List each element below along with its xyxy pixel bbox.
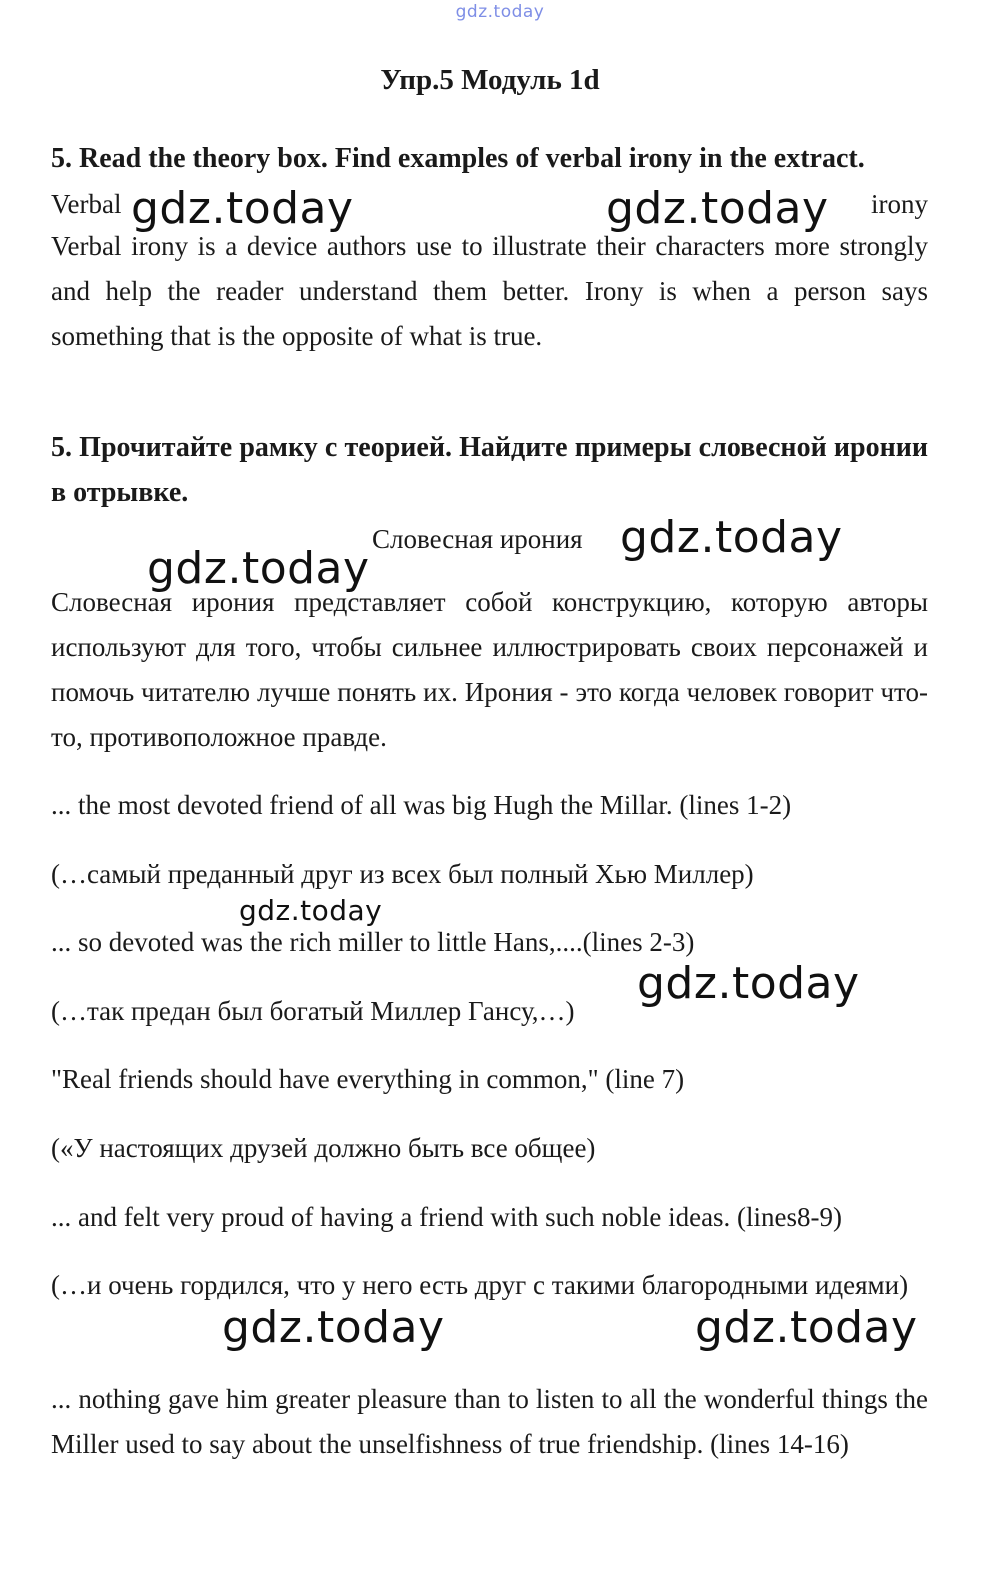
example-en-1: ... the most devoted friend of all was big Hugh the Millar. (lines 1-2) bbox=[51, 790, 792, 820]
example-en-3: "Real friends should have everything in common," (line 7) bbox=[51, 1064, 685, 1094]
watermark: gdz.today bbox=[637, 958, 860, 1009]
theory-title-en-left: Verbal bbox=[51, 189, 122, 219]
watermark: gdz.today bbox=[147, 543, 370, 594]
watermark: gdz.today bbox=[222, 1302, 445, 1353]
watermark: gdz.today bbox=[239, 894, 383, 927]
theory-paragraph-ru: Словесная ирония представляет собой конструкцию, которую авторы используют для того, чтобы сильнее иллюстрировать своих персонажей и помочь читателю лучше понять их. Ирония - это когда человек говорит что-то, противоположное правде. bbox=[51, 587, 928, 752]
site-watermark-top: gdz.today bbox=[455, 2, 545, 22]
example-ru-4: (…и очень гордился, что у него есть друг с такими благородными идеями) bbox=[51, 1270, 909, 1300]
theory-title-en-right: irony bbox=[871, 189, 928, 219]
example-en-5: ... nothing gave him greater pleasure than to listen to all the wonderful things the Miller used to say about the unselfishness of true friendship. (lines 14-16) bbox=[51, 1384, 928, 1459]
example-en-4: ... and felt very proud of having a friend with such noble ideas. (lines8-9) bbox=[51, 1202, 843, 1232]
example-en-2: ... so devoted was the rich miller to little Hans,....(lines 2-3) bbox=[51, 927, 695, 957]
example-ru-1: (…самый преданный друг из всех был полный Хью Миллер) bbox=[51, 859, 754, 889]
example-ru-2: (…так предан был богатый Миллер Гансу,…) bbox=[51, 996, 575, 1026]
watermark: gdz.today bbox=[131, 183, 354, 234]
theory-title-ru: Словесная ирония bbox=[372, 524, 583, 554]
theory-paragraph-en: Verbal irony is a device authors use to illustrate their characters more strongly and help the reader understand them better. Irony is when a person says something that is the opposite of what is true. bbox=[51, 231, 928, 351]
example-ru-3: («У настоящих друзей должно быть все общее) bbox=[51, 1133, 596, 1163]
watermark: gdz.today bbox=[620, 512, 843, 563]
watermark: gdz.today bbox=[606, 183, 829, 234]
task-heading-ru: 5. Прочитайте рамку с теорией. Найдите примеры словесной иронии в отрывке. bbox=[51, 432, 928, 508]
watermark: gdz.today bbox=[695, 1302, 918, 1353]
page-title: Упр.5 Модуль 1d bbox=[380, 64, 600, 96]
task-heading-en: 5. Read the theory box. Find examples of verbal irony in the extract. bbox=[51, 143, 865, 174]
